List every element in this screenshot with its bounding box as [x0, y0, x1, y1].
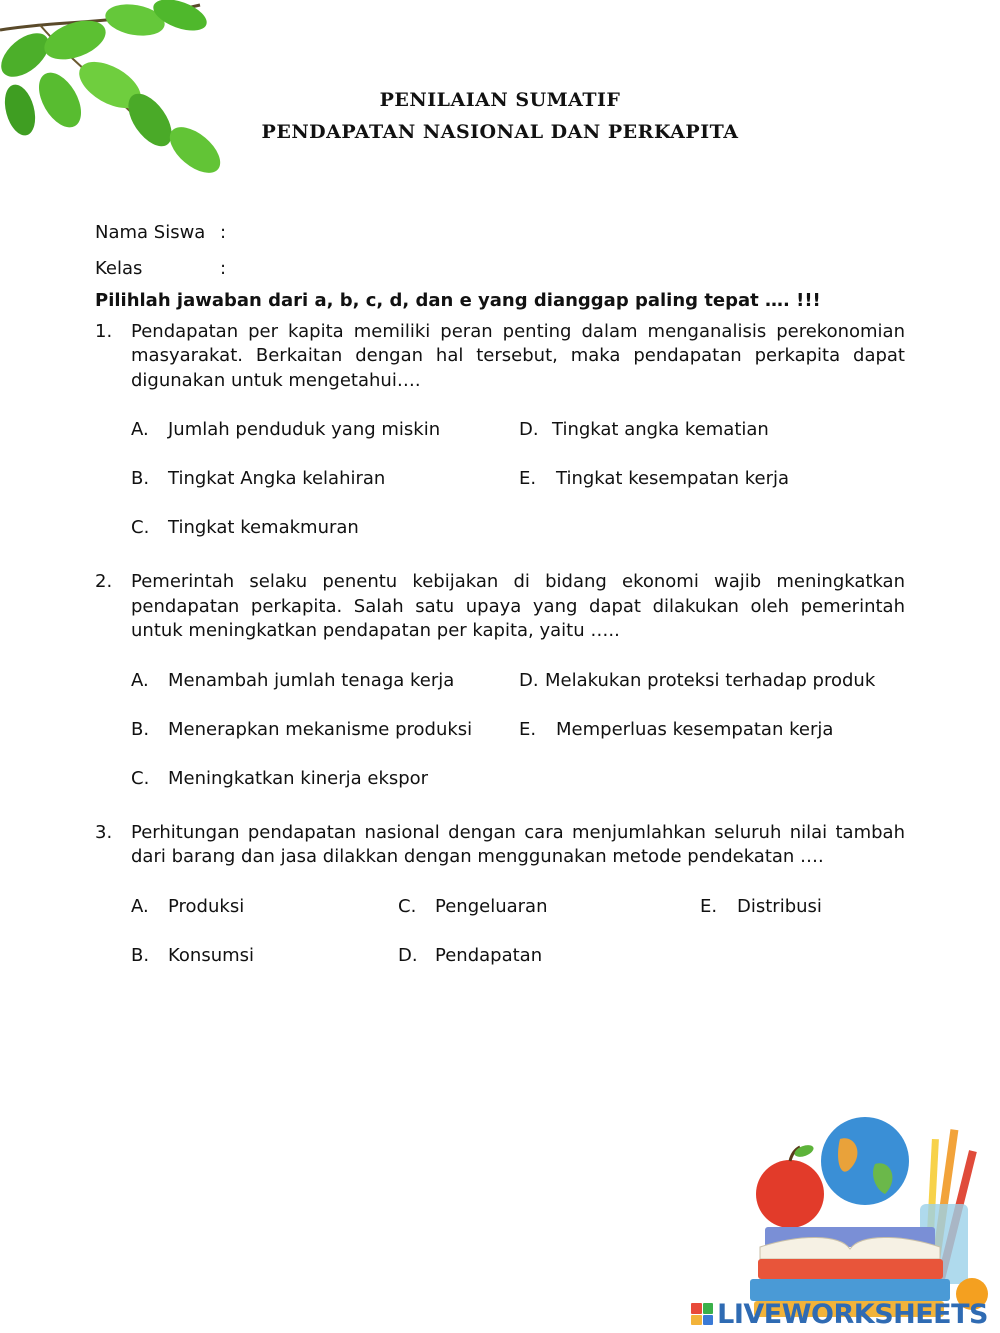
question-text: Pemerintah selaku penentu kebijakan di bidang ekonomi wajib meningkatkan pendapatan perkapita. Salah satu upaya yang dapat dilakukan oleh pemerintah untuk meningkatkan pendapatan per kapita, yaitu …..	[131, 571, 905, 641]
student-name-label: Nama Siswa	[95, 221, 206, 243]
liveworksheets-brand	[691, 1298, 988, 1330]
question-1	[95, 320, 905, 394]
option-1c[interactable]: C. Tingkat kemakmuran	[131, 517, 359, 538]
option-3b[interactable]: B. Konsumsi	[131, 944, 255, 966]
option-1e[interactable]: E. Tingkat kesempatan kerja	[519, 468, 789, 489]
option-1a[interactable]: A. Jumlah penduduk yang miskin	[131, 419, 441, 440]
option-3c[interactable]: C. Pengeluaran	[398, 895, 548, 917]
question-number: 3.	[95, 821, 113, 843]
page-subtitle: PENDAPATAN NASIONAL DAN PERKAPITA	[261, 121, 739, 143]
question-3-options	[131, 870, 905, 990]
option-2b[interactable]: B. Menerapkan mekanisme produksi	[131, 718, 473, 740]
liveworksheets-logo-icon	[691, 1303, 713, 1325]
student-name-row	[95, 215, 905, 251]
title-block	[0, 84, 1000, 148]
option-2e[interactable]: E. Memperluas kesempatan kerja	[519, 718, 834, 740]
student-class-row	[95, 251, 905, 287]
question-3	[95, 821, 905, 870]
option-1b[interactable]: B. Tingkat Angka kelahiran	[131, 468, 386, 489]
school-supplies-illustration	[740, 1109, 990, 1319]
question-number: 2.	[95, 571, 113, 592]
question-text: Pendapatan per kapita memiliki peran penting dalam menganalisis perekonomian masyarakat. Berkaitan dengan hal tersebut, maka pendapatan perkapita dapat digunakan untuk mengetahui….	[131, 320, 905, 391]
student-class-colon: :	[220, 257, 227, 279]
option-3a[interactable]: A. Produksi	[131, 895, 245, 917]
option-3e[interactable]: E. Distribusi	[700, 895, 822, 917]
option-3d[interactable]: D. Pendapatan	[398, 944, 543, 966]
instruction-text: Pilihlah jawaban dari a, b, c, d, dan e yang dianggap paling tepat …. !!!	[95, 290, 821, 311]
page-title: PENILAIAN SUMATIF	[379, 89, 621, 111]
question-number: 1.	[95, 320, 113, 342]
question-2-options	[131, 644, 905, 815]
option-2c[interactable]: C. Meningkatkan kinerja ekspor	[131, 767, 429, 789]
question-text: Perhitungan pendapatan nasional dengan cara menjumlahkan seluruh nilai tambah dari barang dan jasa dilakkan dengan menggunakan metode pendekatan ….	[131, 821, 905, 867]
student-class-label: Kelas	[95, 257, 143, 279]
option-2a[interactable]: A. Menambah jumlah tenaga kerja	[131, 669, 455, 691]
brand-name: LIVEWORKSHEETS	[717, 1298, 988, 1330]
question-2	[95, 570, 905, 644]
worksheet-content	[95, 215, 905, 990]
option-2d[interactable]: D. Melakukan proteksi terhadap produk	[519, 669, 876, 691]
student-name-colon: :	[220, 221, 227, 243]
option-1d[interactable]: D. Tingkat angka kematian	[519, 419, 769, 440]
question-1-options	[131, 393, 905, 564]
